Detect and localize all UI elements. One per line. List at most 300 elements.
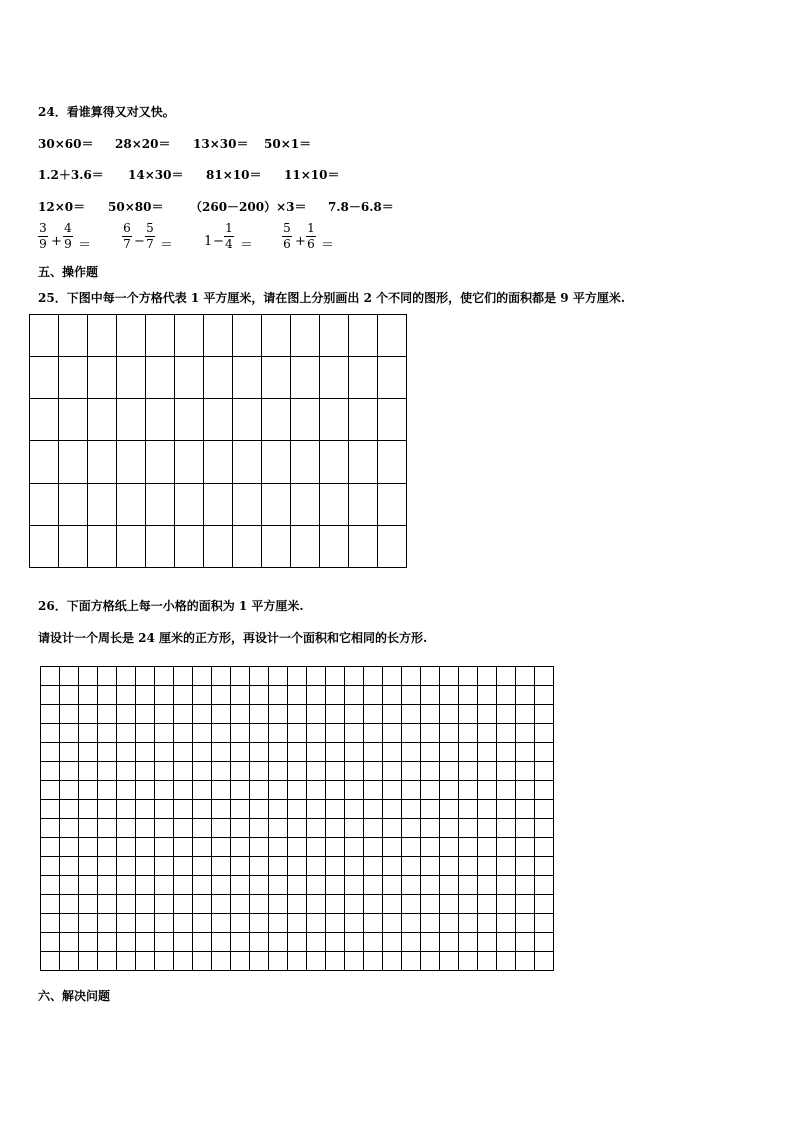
grid-cell[interactable] <box>250 724 269 743</box>
grid-cell[interactable] <box>117 724 136 743</box>
grid-cell[interactable] <box>88 357 117 399</box>
grid-cell[interactable] <box>193 705 212 724</box>
grid-cell[interactable] <box>288 667 307 686</box>
grid-cell[interactable] <box>79 857 98 876</box>
grid-cell[interactable] <box>41 724 60 743</box>
grid-cell[interactable] <box>478 895 497 914</box>
grid-cell[interactable] <box>269 705 288 724</box>
grid-cell[interactable] <box>212 895 231 914</box>
grid-cell[interactable] <box>136 819 155 838</box>
grid-cell[interactable] <box>262 315 291 357</box>
grid-cell[interactable] <box>98 819 117 838</box>
grid-cell[interactable] <box>262 399 291 441</box>
grid-cell[interactable] <box>288 743 307 762</box>
grid-cell[interactable] <box>535 800 554 819</box>
grid-cell[interactable] <box>98 952 117 971</box>
grid-cell[interactable] <box>41 800 60 819</box>
grid-cell[interactable] <box>497 857 516 876</box>
grid-cell[interactable] <box>459 705 478 724</box>
grid-cell[interactable] <box>98 876 117 895</box>
grid-cell[interactable] <box>41 762 60 781</box>
grid-cell[interactable] <box>250 781 269 800</box>
grid-cell[interactable] <box>193 762 212 781</box>
grid-cell[interactable] <box>231 933 250 952</box>
grid-cell[interactable] <box>320 525 349 567</box>
grid-cell[interactable] <box>345 838 364 857</box>
grid-cell[interactable] <box>320 357 349 399</box>
grid-cell[interactable] <box>233 441 262 483</box>
grid-cell[interactable] <box>402 857 421 876</box>
grid-cell[interactable] <box>535 724 554 743</box>
grid-cell[interactable] <box>440 914 459 933</box>
grid-cell[interactable] <box>155 686 174 705</box>
grid-cell[interactable] <box>231 914 250 933</box>
grid-cell[interactable] <box>421 800 440 819</box>
grid-cell[interactable] <box>378 483 407 525</box>
grid-cell[interactable] <box>98 800 117 819</box>
grid-cell[interactable] <box>402 819 421 838</box>
grid-cell[interactable] <box>364 743 383 762</box>
grid-cell[interactable] <box>326 933 345 952</box>
grid-cell[interactable] <box>535 762 554 781</box>
grid-cell[interactable] <box>421 781 440 800</box>
grid-cell[interactable] <box>516 838 535 857</box>
grid-cell[interactable] <box>516 819 535 838</box>
grid-cell[interactable] <box>269 838 288 857</box>
grid-cell[interactable] <box>146 399 175 441</box>
grid-cell[interactable] <box>269 857 288 876</box>
grid-cell[interactable] <box>231 762 250 781</box>
grid-cell[interactable] <box>88 483 117 525</box>
grid-cell[interactable] <box>231 857 250 876</box>
grid-cell[interactable] <box>535 838 554 857</box>
grid-cell[interactable] <box>326 705 345 724</box>
grid-cell[interactable] <box>174 800 193 819</box>
grid-cell[interactable] <box>402 876 421 895</box>
grid-cell[interactable] <box>269 762 288 781</box>
grid-cell[interactable] <box>383 876 402 895</box>
grid-cell[interactable] <box>440 876 459 895</box>
grid-cell[interactable] <box>59 441 88 483</box>
grid-cell[interactable] <box>269 876 288 895</box>
grid-cell[interactable] <box>516 781 535 800</box>
grid-cell[interactable] <box>136 686 155 705</box>
grid-cell[interactable] <box>288 724 307 743</box>
grid-cell[interactable] <box>326 667 345 686</box>
grid-cell[interactable] <box>117 743 136 762</box>
q25-grid[interactable] <box>29 314 407 568</box>
grid-cell[interactable] <box>98 857 117 876</box>
grid-cell[interactable] <box>364 724 383 743</box>
grid-cell[interactable] <box>30 525 59 567</box>
grid-cell[interactable] <box>175 357 204 399</box>
grid-cell[interactable] <box>79 743 98 762</box>
grid-cell[interactable] <box>136 857 155 876</box>
grid-cell[interactable] <box>459 724 478 743</box>
grid-cell[interactable] <box>291 357 320 399</box>
grid-cell[interactable] <box>117 667 136 686</box>
grid-cell[interactable] <box>193 857 212 876</box>
grid-cell[interactable] <box>345 895 364 914</box>
grid-cell[interactable] <box>320 483 349 525</box>
grid-cell[interactable] <box>402 914 421 933</box>
grid-cell[interactable] <box>250 914 269 933</box>
grid-cell[interactable] <box>231 724 250 743</box>
grid-cell[interactable] <box>459 781 478 800</box>
grid-cell[interactable] <box>421 667 440 686</box>
q26-grid[interactable] <box>40 666 554 971</box>
grid-cell[interactable] <box>174 895 193 914</box>
grid-cell[interactable] <box>204 399 233 441</box>
grid-cell[interactable] <box>349 483 378 525</box>
grid-cell[interactable] <box>60 857 79 876</box>
grid-cell[interactable] <box>231 743 250 762</box>
grid-cell[interactable] <box>378 315 407 357</box>
grid-cell[interactable] <box>516 743 535 762</box>
grid-cell[interactable] <box>193 667 212 686</box>
grid-cell[interactable] <box>155 933 174 952</box>
grid-cell[interactable] <box>516 724 535 743</box>
grid-cell[interactable] <box>402 743 421 762</box>
grid-cell[interactable] <box>41 667 60 686</box>
grid-cell[interactable] <box>421 724 440 743</box>
grid-cell[interactable] <box>262 483 291 525</box>
grid-cell[interactable] <box>345 800 364 819</box>
grid-cell[interactable] <box>117 357 146 399</box>
grid-cell[interactable] <box>231 952 250 971</box>
grid-cell[interactable] <box>535 667 554 686</box>
grid-cell[interactable] <box>383 952 402 971</box>
grid-cell[interactable] <box>497 819 516 838</box>
grid-cell[interactable] <box>291 399 320 441</box>
grid-cell[interactable] <box>516 857 535 876</box>
grid-cell[interactable] <box>478 857 497 876</box>
grid-cell[interactable] <box>88 315 117 357</box>
grid-cell[interactable] <box>174 686 193 705</box>
grid-cell[interactable] <box>204 483 233 525</box>
grid-cell[interactable] <box>497 686 516 705</box>
grid-cell[interactable] <box>345 743 364 762</box>
grid-cell[interactable] <box>41 705 60 724</box>
grid-cell[interactable] <box>136 762 155 781</box>
grid-cell[interactable] <box>326 819 345 838</box>
grid-cell[interactable] <box>307 952 326 971</box>
grid-cell[interactable] <box>421 857 440 876</box>
grid-cell[interactable] <box>30 315 59 357</box>
grid-cell[interactable] <box>175 483 204 525</box>
grid-cell[interactable] <box>60 895 79 914</box>
grid-cell[interactable] <box>320 315 349 357</box>
grid-cell[interactable] <box>155 800 174 819</box>
grid-cell[interactable] <box>459 743 478 762</box>
grid-cell[interactable] <box>155 781 174 800</box>
grid-cell[interactable] <box>136 781 155 800</box>
grid-cell[interactable] <box>269 914 288 933</box>
grid-cell[interactable] <box>326 743 345 762</box>
grid-cell[interactable] <box>497 876 516 895</box>
grid-cell[interactable] <box>41 933 60 952</box>
grid-cell[interactable] <box>174 952 193 971</box>
grid-cell[interactable] <box>193 876 212 895</box>
grid-cell[interactable] <box>378 357 407 399</box>
grid-cell[interactable] <box>478 667 497 686</box>
grid-cell[interactable] <box>204 315 233 357</box>
grid-cell[interactable] <box>193 838 212 857</box>
grid-cell[interactable] <box>383 800 402 819</box>
grid-cell[interactable] <box>212 762 231 781</box>
grid-cell[interactable] <box>364 838 383 857</box>
grid-cell[interactable] <box>146 441 175 483</box>
grid-cell[interactable] <box>79 876 98 895</box>
grid-cell[interactable] <box>383 857 402 876</box>
grid-cell[interactable] <box>212 743 231 762</box>
grid-cell[interactable] <box>60 743 79 762</box>
grid-cell[interactable] <box>497 838 516 857</box>
grid-cell[interactable] <box>262 525 291 567</box>
grid-cell[interactable] <box>174 838 193 857</box>
grid-cell[interactable] <box>212 876 231 895</box>
grid-cell[interactable] <box>212 781 231 800</box>
grid-cell[interactable] <box>174 705 193 724</box>
grid-cell[interactable] <box>41 914 60 933</box>
grid-cell[interactable] <box>41 952 60 971</box>
grid-cell[interactable] <box>440 667 459 686</box>
grid-cell[interactable] <box>231 838 250 857</box>
grid-cell[interactable] <box>250 895 269 914</box>
grid-cell[interactable] <box>250 762 269 781</box>
grid-cell[interactable] <box>212 933 231 952</box>
grid-cell[interactable] <box>421 838 440 857</box>
grid-cell[interactable] <box>478 705 497 724</box>
grid-cell[interactable] <box>421 933 440 952</box>
grid-cell[interactable] <box>250 819 269 838</box>
grid-cell[interactable] <box>174 933 193 952</box>
grid-cell[interactable] <box>231 895 250 914</box>
grid-cell[interactable] <box>307 724 326 743</box>
grid-cell[interactable] <box>233 357 262 399</box>
grid-cell[interactable] <box>440 819 459 838</box>
grid-cell[interactable] <box>535 819 554 838</box>
grid-cell[interactable] <box>41 743 60 762</box>
grid-cell[interactable] <box>269 800 288 819</box>
grid-cell[interactable] <box>136 705 155 724</box>
grid-cell[interactable] <box>345 857 364 876</box>
grid-cell[interactable] <box>383 724 402 743</box>
grid-cell[interactable] <box>41 838 60 857</box>
grid-cell[interactable] <box>307 781 326 800</box>
grid-cell[interactable] <box>193 952 212 971</box>
grid-cell[interactable] <box>307 914 326 933</box>
grid-cell[interactable] <box>155 743 174 762</box>
grid-cell[interactable] <box>345 781 364 800</box>
grid-cell[interactable] <box>402 686 421 705</box>
grid-cell[interactable] <box>288 933 307 952</box>
grid-cell[interactable] <box>155 724 174 743</box>
grid-cell[interactable] <box>516 800 535 819</box>
grid-cell[interactable] <box>478 876 497 895</box>
grid-cell[interactable] <box>478 838 497 857</box>
grid-cell[interactable] <box>307 857 326 876</box>
grid-cell[interactable] <box>155 876 174 895</box>
grid-cell[interactable] <box>320 399 349 441</box>
grid-cell[interactable] <box>269 743 288 762</box>
grid-cell[interactable] <box>307 705 326 724</box>
grid-cell[interactable] <box>421 819 440 838</box>
grid-cell[interactable] <box>117 933 136 952</box>
grid-cell[interactable] <box>98 933 117 952</box>
grid-cell[interactable] <box>233 525 262 567</box>
grid-cell[interactable] <box>136 895 155 914</box>
grid-cell[interactable] <box>146 357 175 399</box>
grid-cell[interactable] <box>30 483 59 525</box>
grid-cell[interactable] <box>440 800 459 819</box>
grid-cell[interactable] <box>288 762 307 781</box>
grid-cell[interactable] <box>459 914 478 933</box>
grid-cell[interactable] <box>117 781 136 800</box>
grid-cell[interactable] <box>60 667 79 686</box>
grid-cell[interactable] <box>204 525 233 567</box>
grid-cell[interactable] <box>155 857 174 876</box>
grid-cell[interactable] <box>59 399 88 441</box>
grid-cell[interactable] <box>288 876 307 895</box>
grid-cell[interactable] <box>117 705 136 724</box>
grid-cell[interactable] <box>535 781 554 800</box>
grid-cell[interactable] <box>516 762 535 781</box>
grid-cell[interactable] <box>421 895 440 914</box>
grid-cell[interactable] <box>349 525 378 567</box>
grid-cell[interactable] <box>212 686 231 705</box>
grid-cell[interactable] <box>136 724 155 743</box>
grid-cell[interactable] <box>383 838 402 857</box>
grid-cell[interactable] <box>421 705 440 724</box>
grid-cell[interactable] <box>440 933 459 952</box>
grid-cell[interactable] <box>98 762 117 781</box>
grid-cell[interactable] <box>59 357 88 399</box>
grid-cell[interactable] <box>349 441 378 483</box>
grid-cell[interactable] <box>193 781 212 800</box>
grid-cell[interactable] <box>212 800 231 819</box>
grid-cell[interactable] <box>98 743 117 762</box>
grid-cell[interactable] <box>146 315 175 357</box>
grid-cell[interactable] <box>212 914 231 933</box>
grid-cell[interactable] <box>269 819 288 838</box>
grid-cell[interactable] <box>98 686 117 705</box>
grid-cell[interactable] <box>117 914 136 933</box>
grid-cell[interactable] <box>326 838 345 857</box>
grid-cell[interactable] <box>98 895 117 914</box>
grid-cell[interactable] <box>175 399 204 441</box>
grid-cell[interactable] <box>155 914 174 933</box>
grid-cell[interactable] <box>250 686 269 705</box>
grid-cell[interactable] <box>535 914 554 933</box>
grid-cell[interactable] <box>402 800 421 819</box>
grid-cell[interactable] <box>478 781 497 800</box>
grid-cell[interactable] <box>262 441 291 483</box>
grid-cell[interactable] <box>175 525 204 567</box>
grid-cell[interactable] <box>262 357 291 399</box>
grid-cell[interactable] <box>212 667 231 686</box>
grid-cell[interactable] <box>364 914 383 933</box>
grid-cell[interactable] <box>478 933 497 952</box>
grid-cell[interactable] <box>175 315 204 357</box>
grid-cell[interactable] <box>326 781 345 800</box>
grid-cell[interactable] <box>231 819 250 838</box>
grid-cell[interactable] <box>136 952 155 971</box>
grid-cell[interactable] <box>535 705 554 724</box>
grid-cell[interactable] <box>345 819 364 838</box>
grid-cell[interactable] <box>326 895 345 914</box>
grid-cell[interactable] <box>535 895 554 914</box>
grid-cell[interactable] <box>459 838 478 857</box>
grid-cell[interactable] <box>459 952 478 971</box>
grid-cell[interactable] <box>383 667 402 686</box>
grid-cell[interactable] <box>459 667 478 686</box>
grid-cell[interactable] <box>288 819 307 838</box>
grid-cell[interactable] <box>269 895 288 914</box>
grid-cell[interactable] <box>59 315 88 357</box>
grid-cell[interactable] <box>60 724 79 743</box>
grid-cell[interactable] <box>193 686 212 705</box>
grid-cell[interactable] <box>459 857 478 876</box>
grid-cell[interactable] <box>291 483 320 525</box>
grid-cell[interactable] <box>364 952 383 971</box>
grid-cell[interactable] <box>291 441 320 483</box>
grid-cell[interactable] <box>326 762 345 781</box>
grid-cell[interactable] <box>402 705 421 724</box>
grid-cell[interactable] <box>98 781 117 800</box>
grid-cell[interactable] <box>233 399 262 441</box>
grid-cell[interactable] <box>212 724 231 743</box>
grid-cell[interactable] <box>174 876 193 895</box>
grid-cell[interactable] <box>478 800 497 819</box>
grid-cell[interactable] <box>231 686 250 705</box>
grid-cell[interactable] <box>535 857 554 876</box>
grid-cell[interactable] <box>459 933 478 952</box>
grid-cell[interactable] <box>421 686 440 705</box>
grid-cell[interactable] <box>60 819 79 838</box>
grid-cell[interactable] <box>364 762 383 781</box>
grid-cell[interactable] <box>478 952 497 971</box>
grid-cell[interactable] <box>402 667 421 686</box>
grid-cell[interactable] <box>402 838 421 857</box>
grid-cell[interactable] <box>79 914 98 933</box>
grid-cell[interactable] <box>497 933 516 952</box>
grid-cell[interactable] <box>383 819 402 838</box>
grid-cell[interactable] <box>497 800 516 819</box>
grid-cell[interactable] <box>307 933 326 952</box>
grid-cell[interactable] <box>516 876 535 895</box>
grid-cell[interactable] <box>98 838 117 857</box>
grid-cell[interactable] <box>98 667 117 686</box>
grid-cell[interactable] <box>204 357 233 399</box>
grid-cell[interactable] <box>233 483 262 525</box>
grid-cell[interactable] <box>117 800 136 819</box>
grid-cell[interactable] <box>41 876 60 895</box>
grid-cell[interactable] <box>79 800 98 819</box>
grid-cell[interactable] <box>60 686 79 705</box>
grid-cell[interactable] <box>60 705 79 724</box>
grid-cell[interactable] <box>136 876 155 895</box>
grid-cell[interactable] <box>440 781 459 800</box>
grid-cell[interactable] <box>288 914 307 933</box>
grid-cell[interactable] <box>233 315 262 357</box>
grid-cell[interactable] <box>307 762 326 781</box>
grid-cell[interactable] <box>383 933 402 952</box>
grid-cell[interactable] <box>349 399 378 441</box>
grid-cell[interactable] <box>440 686 459 705</box>
grid-cell[interactable] <box>326 857 345 876</box>
grid-cell[interactable] <box>231 876 250 895</box>
